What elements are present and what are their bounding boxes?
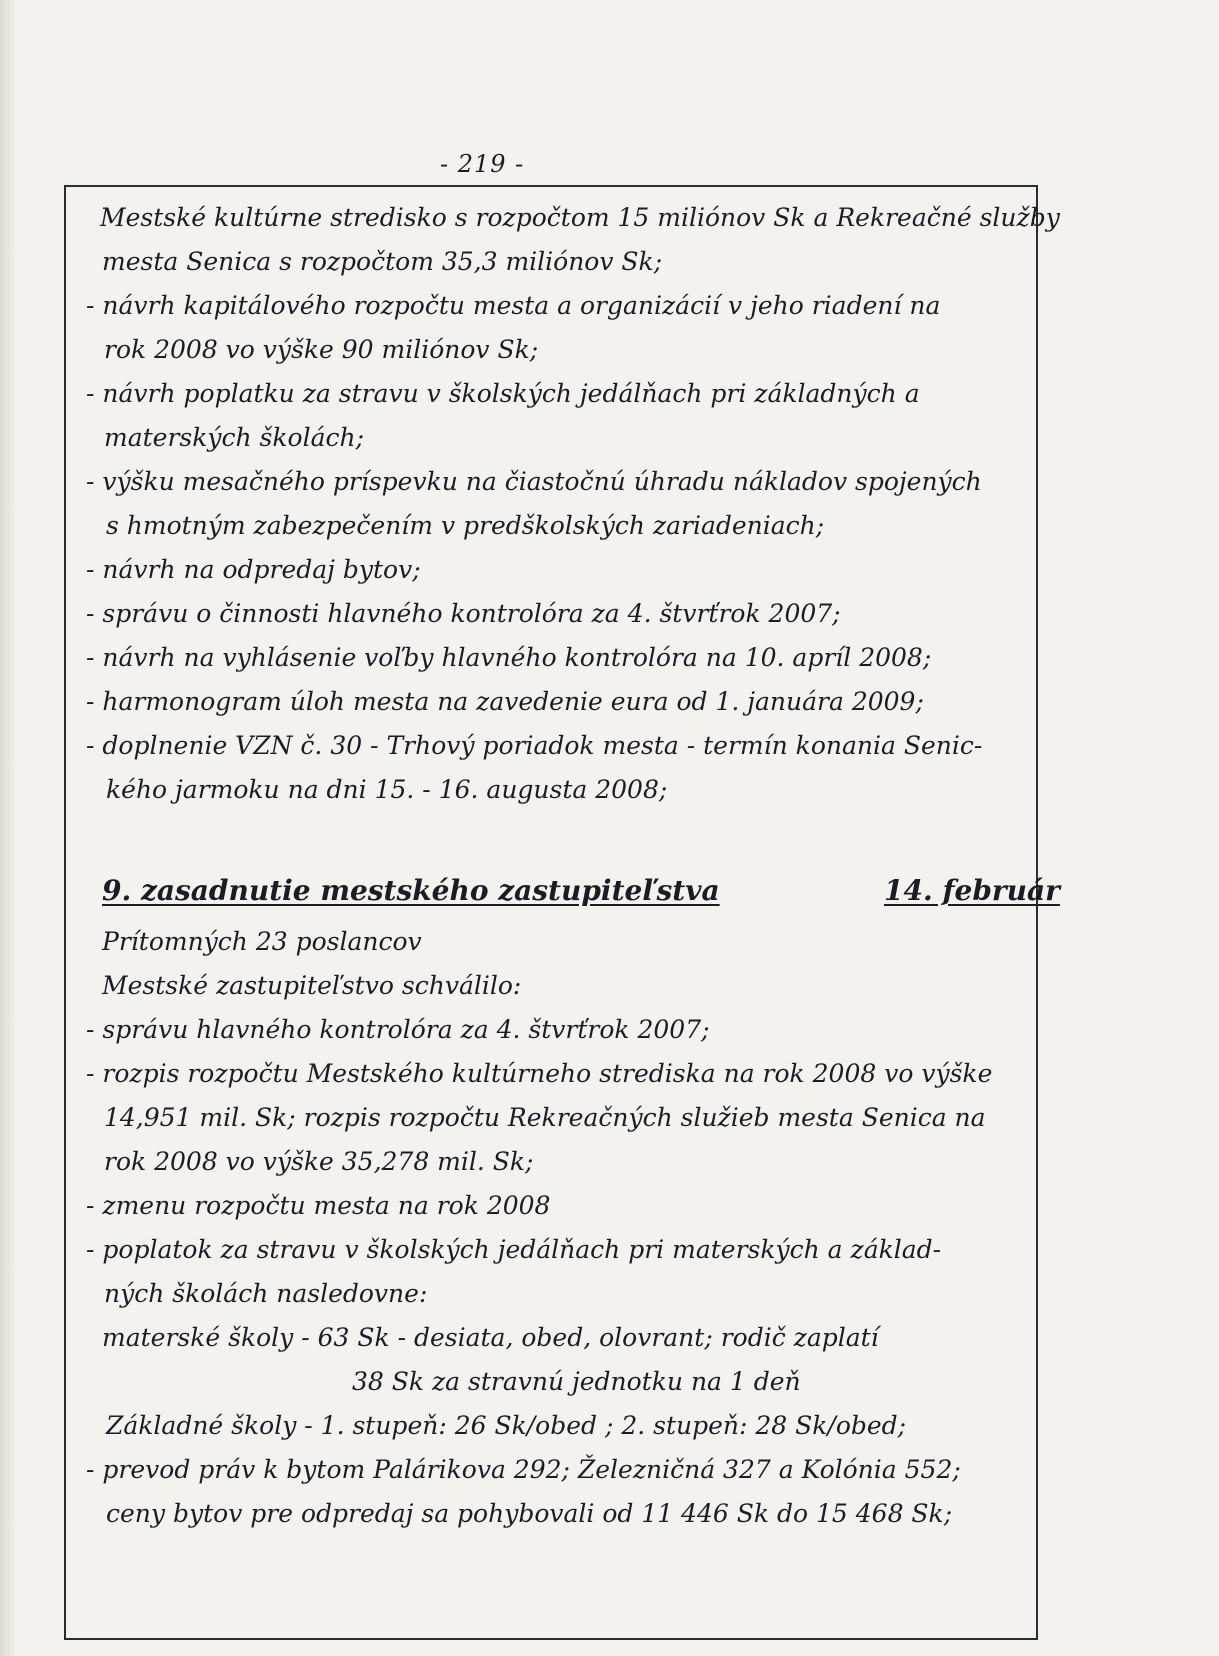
text-line: - prevod práv k bytom Palárikova 292; Železničná 327 a Kolónia 552;: [86, 1455, 961, 1484]
text-line: - návrh na vyhlásenie voľby hlavného kontrolóra na 10. apríl 2008;: [86, 643, 932, 672]
page-number: - 219 -: [440, 150, 525, 178]
text-line: - výšku mesačného príspevku na čiastočnú úhradu nákladov spojených: [86, 467, 982, 496]
text-line: - návrh na odpredaj bytov;: [86, 555, 421, 584]
text-line: 38 Sk za stravnú jednotku na 1 deň: [352, 1367, 801, 1396]
text-line: Mestské kultúrne stredisko s rozpočtom 15 miliónov Sk a Rekreačné služby: [100, 203, 1060, 232]
text-line: - návrh kapitálového rozpočtu mesta a organizácií v jeho riadení na: [86, 291, 941, 320]
text-line: 14,951 mil. Sk; rozpis rozpočtu Rekreačných služieb mesta Senica na: [104, 1103, 986, 1132]
text-line: ceny bytov pre odpredaj sa pohybovali od 11 446 Sk do 15 468 Sk;: [106, 1499, 953, 1528]
text-line: - doplnenie VZN č. 30 - Trhový poriadok mesta - termín konania Senic-: [86, 731, 983, 760]
text-line: kého jarmoku na dni 15. - 16. augusta 2008;: [106, 775, 668, 804]
text-line: materské školy - 63 Sk - desiata, obed, olovrant; rodič zaplatí: [102, 1323, 879, 1352]
text-line: materských školách;: [104, 423, 365, 452]
text-line: - poplatok za stravu v školských jedálňach pri materských a základ-: [86, 1235, 942, 1264]
text-line: - zmenu rozpočtu mesta na rok 2008: [86, 1191, 551, 1220]
page-edge: [0, 0, 16, 1656]
section-date: 14. február: [884, 874, 1060, 907]
text-line: - správu hlavného kontrolóra za 4. štvrťrok 2007;: [86, 1015, 710, 1044]
text-line: - správu o činnosti hlavného kontrolóra za 4. štvrťrok 2007;: [86, 599, 841, 628]
text-line: Mestské zastupiteľstvo schválilo:: [102, 971, 522, 1000]
handwritten-text-frame: [64, 185, 1060, 1640]
text-line: - rozpis rozpočtu Mestského kultúrneho strediska na rok 2008 vo výške: [86, 1059, 993, 1088]
text-line: ných školách nasledovne:: [104, 1279, 428, 1308]
text-line: rok 2008 vo výške 35,278 mil. Sk;: [104, 1147, 534, 1176]
text-line: rok 2008 vo výške 90 miliónov Sk;: [104, 335, 539, 364]
text-line: Základné školy - 1. stupeň: 26 Sk/obed ; 2. stupeň: 28 Sk/obed;: [106, 1411, 907, 1440]
text-line: - návrh poplatku za stravu v školských jedálňach pri základných a: [86, 379, 920, 408]
text-line: Prítomných 23 poslancov: [102, 927, 422, 956]
text-line: s hmotným zabezpečením v predškolských zariadeniach;: [106, 511, 825, 540]
text-line: - harmonogram úloh mesta na zavedenie eura od 1. januára 2009;: [86, 687, 924, 716]
section-heading: 9. zasadnutie mestského zastupiteľstva: [102, 874, 720, 907]
text-line: mesta Senica s rozpočtom 35,3 miliónov Sk;: [102, 247, 663, 276]
